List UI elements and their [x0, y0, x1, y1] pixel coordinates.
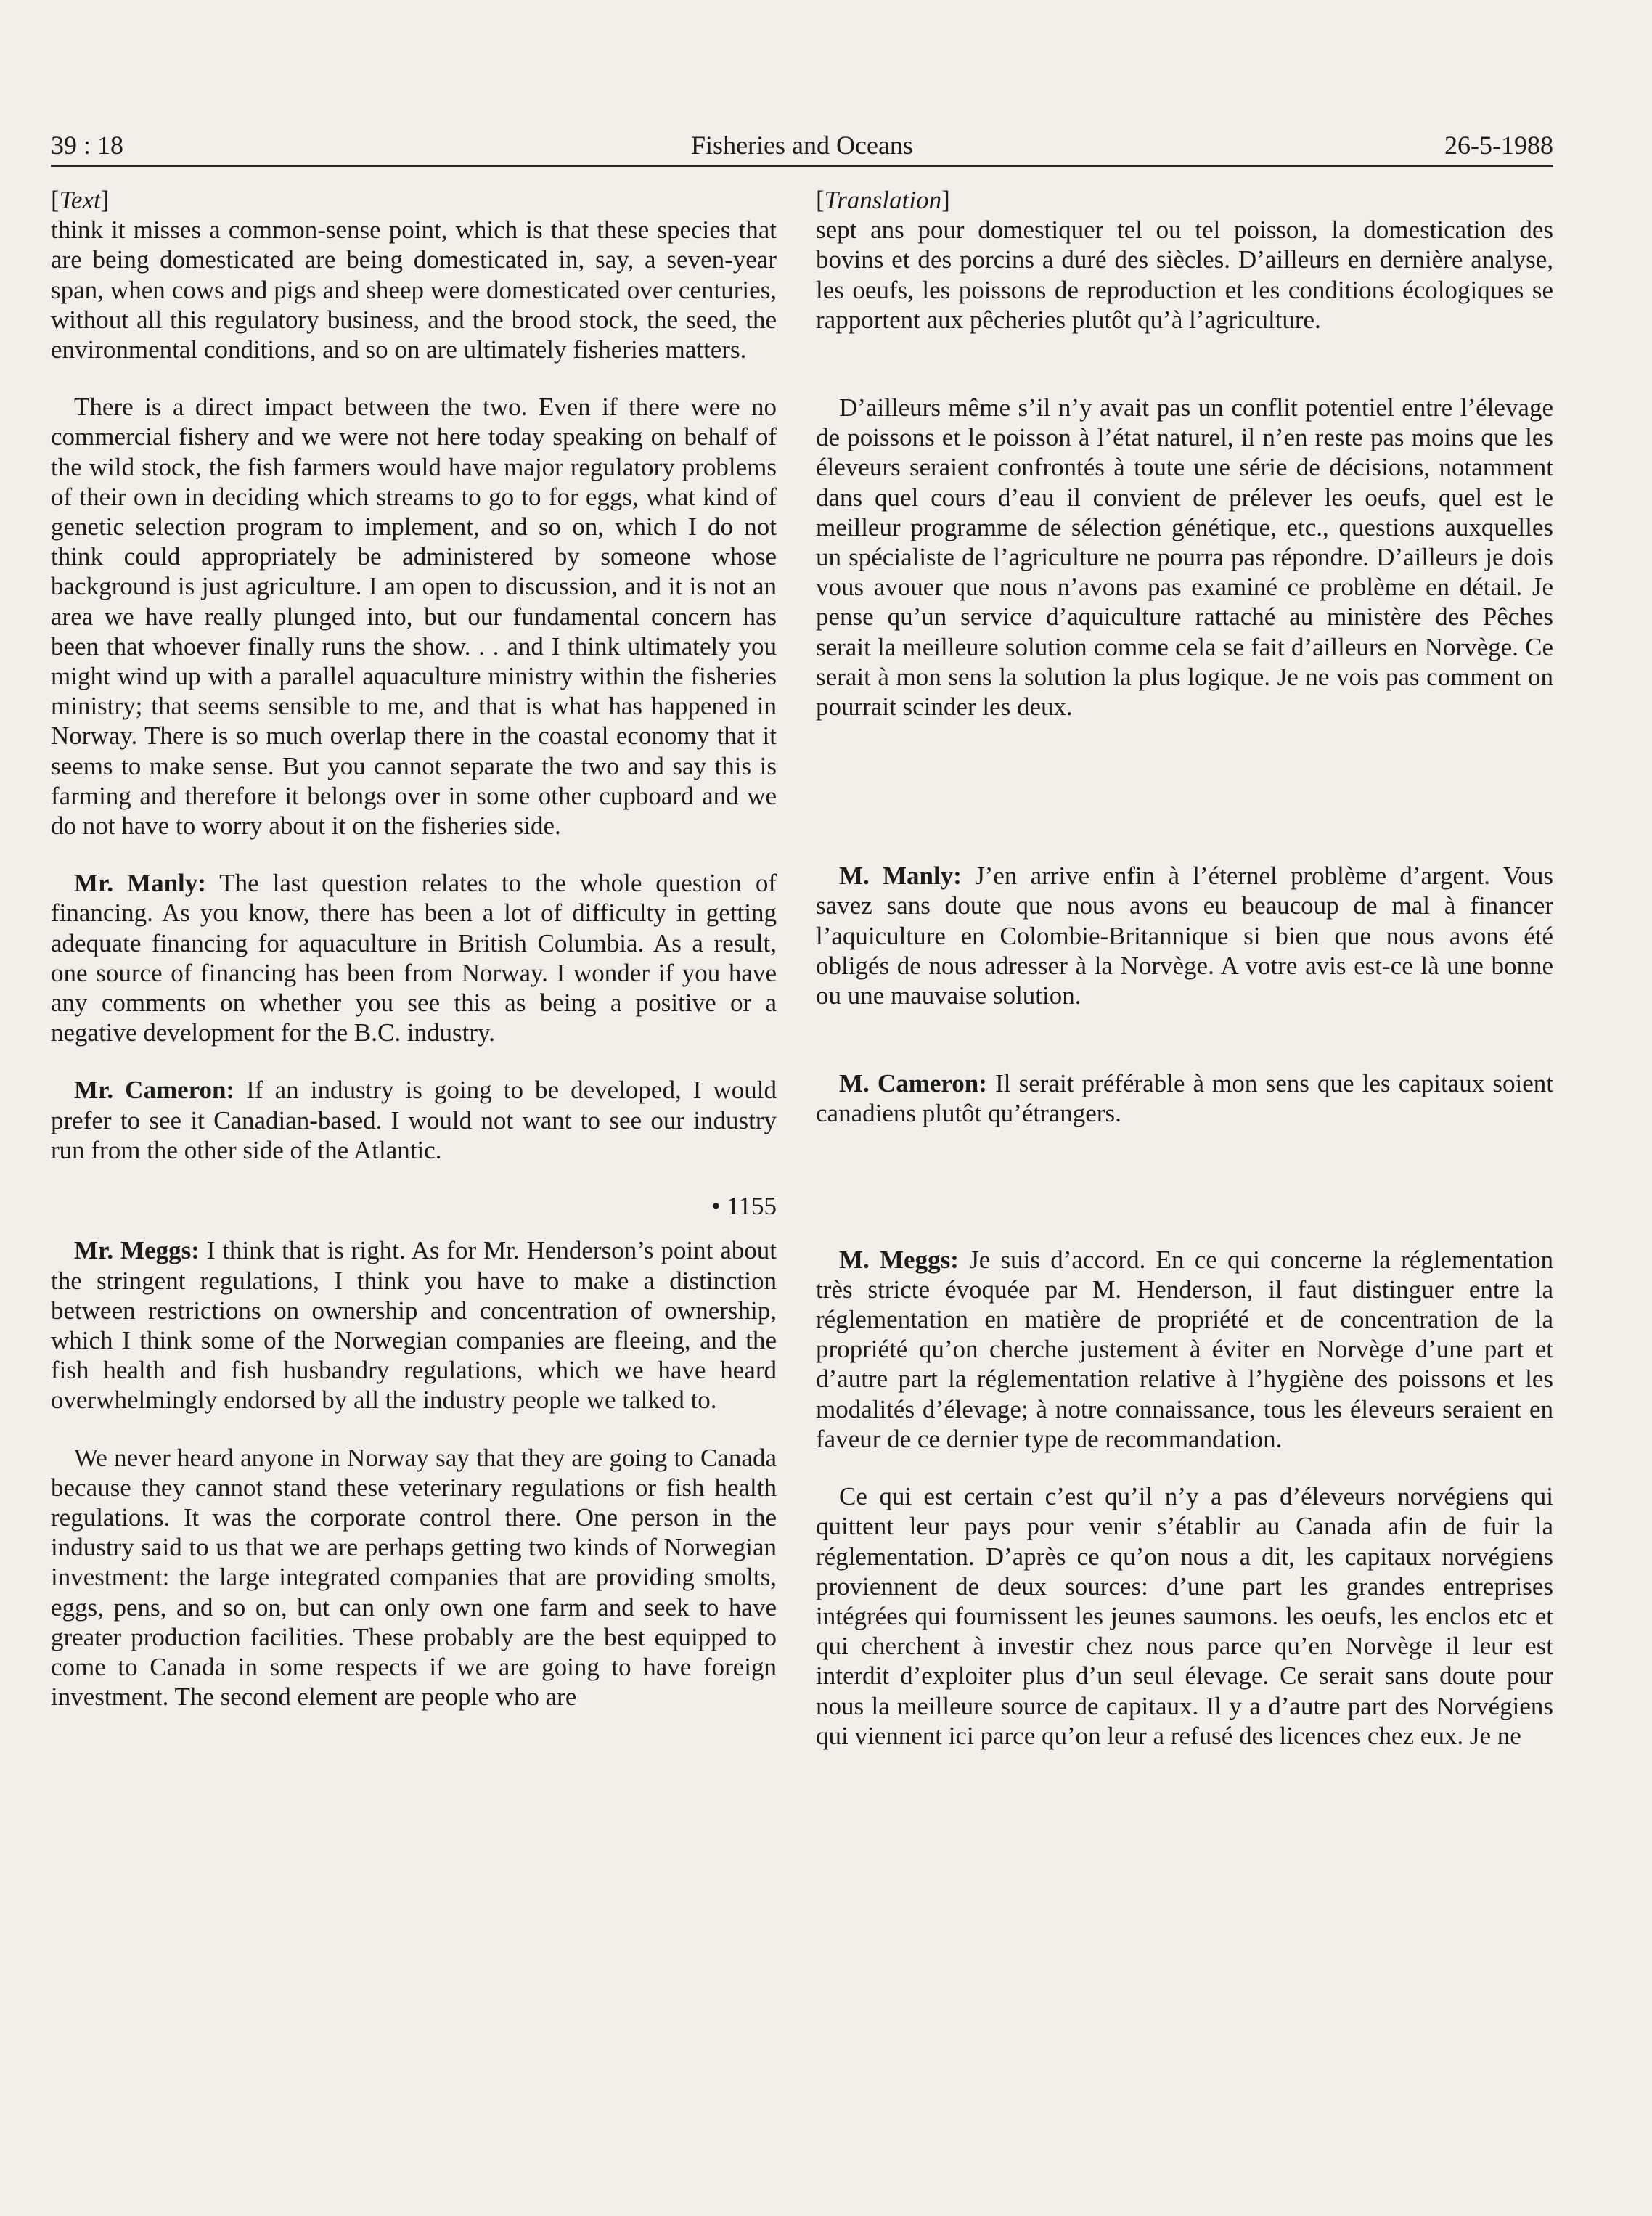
column-label-text: Translation — [824, 186, 942, 214]
paragraph: think it misses a common-sense point, which is that these species that are being domesticated are being domesticated in, say, a seven-year span, when cows and pigs and sheep were domesticated over centuries, without all this regulatory business, and the brood stock, the seed, the environmental conditions, and so on are ultimately fisheries matters. — [51, 216, 777, 364]
speaker-name: Mr. Manly: — [74, 869, 206, 898]
paragraph: sept ans pour domestiquer tel ou tel poisson, la domestication des bovins et des porcins a duré des siècles. D’ailleurs en dernière analyse, les oeufs, les poissons de reproduction et les conditions écologiques se rapportent aux pêcheries plutôt qu’à l’agriculture. — [816, 216, 1553, 334]
paragraph: We never heard anyone in Norway say that they are going to Canada because they cannot stand these veterinary regulations or fish health regulations. It was the corporate control there. One person in the industry said to us that we are perhaps getting two kinds of Norwegian investment: the large integrated companies that are providing smolts, eggs, pens, and so on, but can only own one farm and seek to have greater production facilities. These probably are the best equipped to come to Canada in some respects if we are going to have foreign investment. The second element are people who are — [51, 1443, 777, 1712]
speech-text: If an industry is going to be developed, I would prefer to see it Canadian-based. I would not want to see our industry run from the other side of the Atlantic. — [51, 1076, 777, 1164]
speech-text: Il serait préférable à mon sens que les capitaux soient canadiens plutôt qu’étrangers. — [816, 1069, 1554, 1128]
column-label: [Translation] — [816, 186, 950, 214]
paragraph: Ce qui est certain c’est qu’il n’y a pas d’éleveurs norvégiens qui quittent leur pays pour venir s’établir au Canada afin de fuir la réglementation. D’après ce qu’on nous a dit, les capitaux norvégiens proviennent de deux sources: d’une part les grandes entreprises intégrées qui fournissent les jeunes saumons. les oeufs, les enclos etc et qui cherchent à investir chez nous parce qu’en Norvège il leur est interdit d’exploiter plus d’un seul élevage. Ce serait sans doute pour nous la meilleure source de capitaux. Il y a d’autre part des Norvégiens qui viennent ici parce qu’on leur a refusé des licences chez eux. Je ne — [816, 1482, 1553, 1750]
time-marker: • 1155 — [711, 1192, 777, 1221]
speaker-name: Mr. Meggs: — [74, 1236, 200, 1265]
page-title: Fisheries and Oceans — [691, 131, 913, 160]
paragraph — [51, 1075, 777, 1165]
paragraph — [51, 868, 777, 1047]
column-label: [Text] — [51, 186, 110, 214]
column-label-text: Text — [59, 186, 101, 214]
paragraph — [816, 1245, 1553, 1454]
paragraph: D’ailleurs même s’il n’y avait pas un conflit potentiel entre l’élevage de poissons et le poisson à l’état naturel, il n’en reste pas moins que les éleveurs seraient confrontés à toute une série de décisions, notamment dans quel cours d’eau il convient de prélever les oeufs, quel est le meilleur programme de sélection génétique, etc., questions auxquelles un spécialiste de l’agriculture ne pourra pas répondre. D’ailleurs je dois vous avouer que nous n’avons pas examiné ce problème en détail. Je pense qu’un service d’aquiculture rattaché au ministère des Pêches serait la meilleure solution comme cela se fait d’ailleurs en Norvège. Ce serait à mon sens la solution la plus logique. Je ne vois pas comment on pourrait scinder les deux. — [816, 393, 1553, 721]
speaker-name: M. Manly: — [839, 862, 962, 891]
speaker-name: M. Cameron: — [839, 1069, 987, 1098]
speech-text: I think that is right. As for Mr. Henderson’s point about the stringent regulations, I think you have to make a distinction between restrictions on ownership and concentration of ownership, which I think some of the Norwegian companies are fleeing, and the fish health and fish husbandry regulations, which we have heard overwhelmingly endorsed by all the industry people we talked to. — [51, 1236, 777, 1415]
page-header — [51, 127, 1553, 163]
paragraph — [816, 861, 1553, 1010]
speech-text: The last question relates to the whole question of financing. As you know, there has been a lot of difficulty in getting adequate financing for aquaculture in British Columbia. As a result, one source of financing has been from Norway. I wonder if you have any comments on whether you see this as being a positive or a negative development for the B.C. industry. — [51, 869, 777, 1047]
speaker-name: M. Meggs: — [839, 1245, 959, 1274]
paragraph — [51, 1235, 777, 1415]
english-column — [51, 185, 777, 1712]
speech-text: Je suis d’accord. En ce qui concerne la réglementation très stricte évoquée par M. Henderson, il faut distinguer entre la réglementation en matière de propriété et de concentration de la propriété qu’on cherche justement à éviter en Norvège d’une part et d’autre part la réglementation relative à l’hygiène des poissons et les modalités d’élevage; à notre connaissance, tous les éleveurs seraient en faveur de ce dernier type de recommandation. — [816, 1245, 1553, 1453]
page-number: 39 : 18 — [51, 131, 124, 160]
french-column — [816, 185, 1553, 1751]
paragraph: There is a direct impact between the two. Even if there were no commercial fishery and we were not here today speaking on behalf of the wild stock, the fish farmers would have major regulatory problems of their own in deciding which streams to go to for eggs, what kind of genetic selection program to implement, and so on, which I do not think could appropriately be administered by someone whose background is just agriculture. I am open to discussion, and it is not an area we have really plunged into, but our fundamental concern has been that whoever finally runs the show. . . and I think ultimately you might wind up with a parallel aquaculture ministry within the fisheries ministry; that seems sensible to me, and that is what has happened in Norway. There is so much overlap there in the coastal economy that it seems to make sense. But you cannot separate the two and say this is farming and therefore it belongs over in some other cupboard and we do not have to worry about it on the fisheries side. — [51, 393, 777, 841]
header-rule — [51, 165, 1553, 167]
paragraph — [816, 1068, 1553, 1128]
speaker-name: Mr. Cameron: — [74, 1076, 235, 1105]
page-date: 26-5-1988 — [1444, 131, 1553, 160]
speech-text: J’en arrive enfin à l’éternel problème d’argent. Vous savez sans doute que nous avons eu beaucoup de mal à financer l’aquiculture en Colombie-Britannique si bien que nous avons été obligés de nous adresser à la Norvège. A votre avis est-ce là une bonne ou une mauvaise solution. — [816, 862, 1553, 1010]
